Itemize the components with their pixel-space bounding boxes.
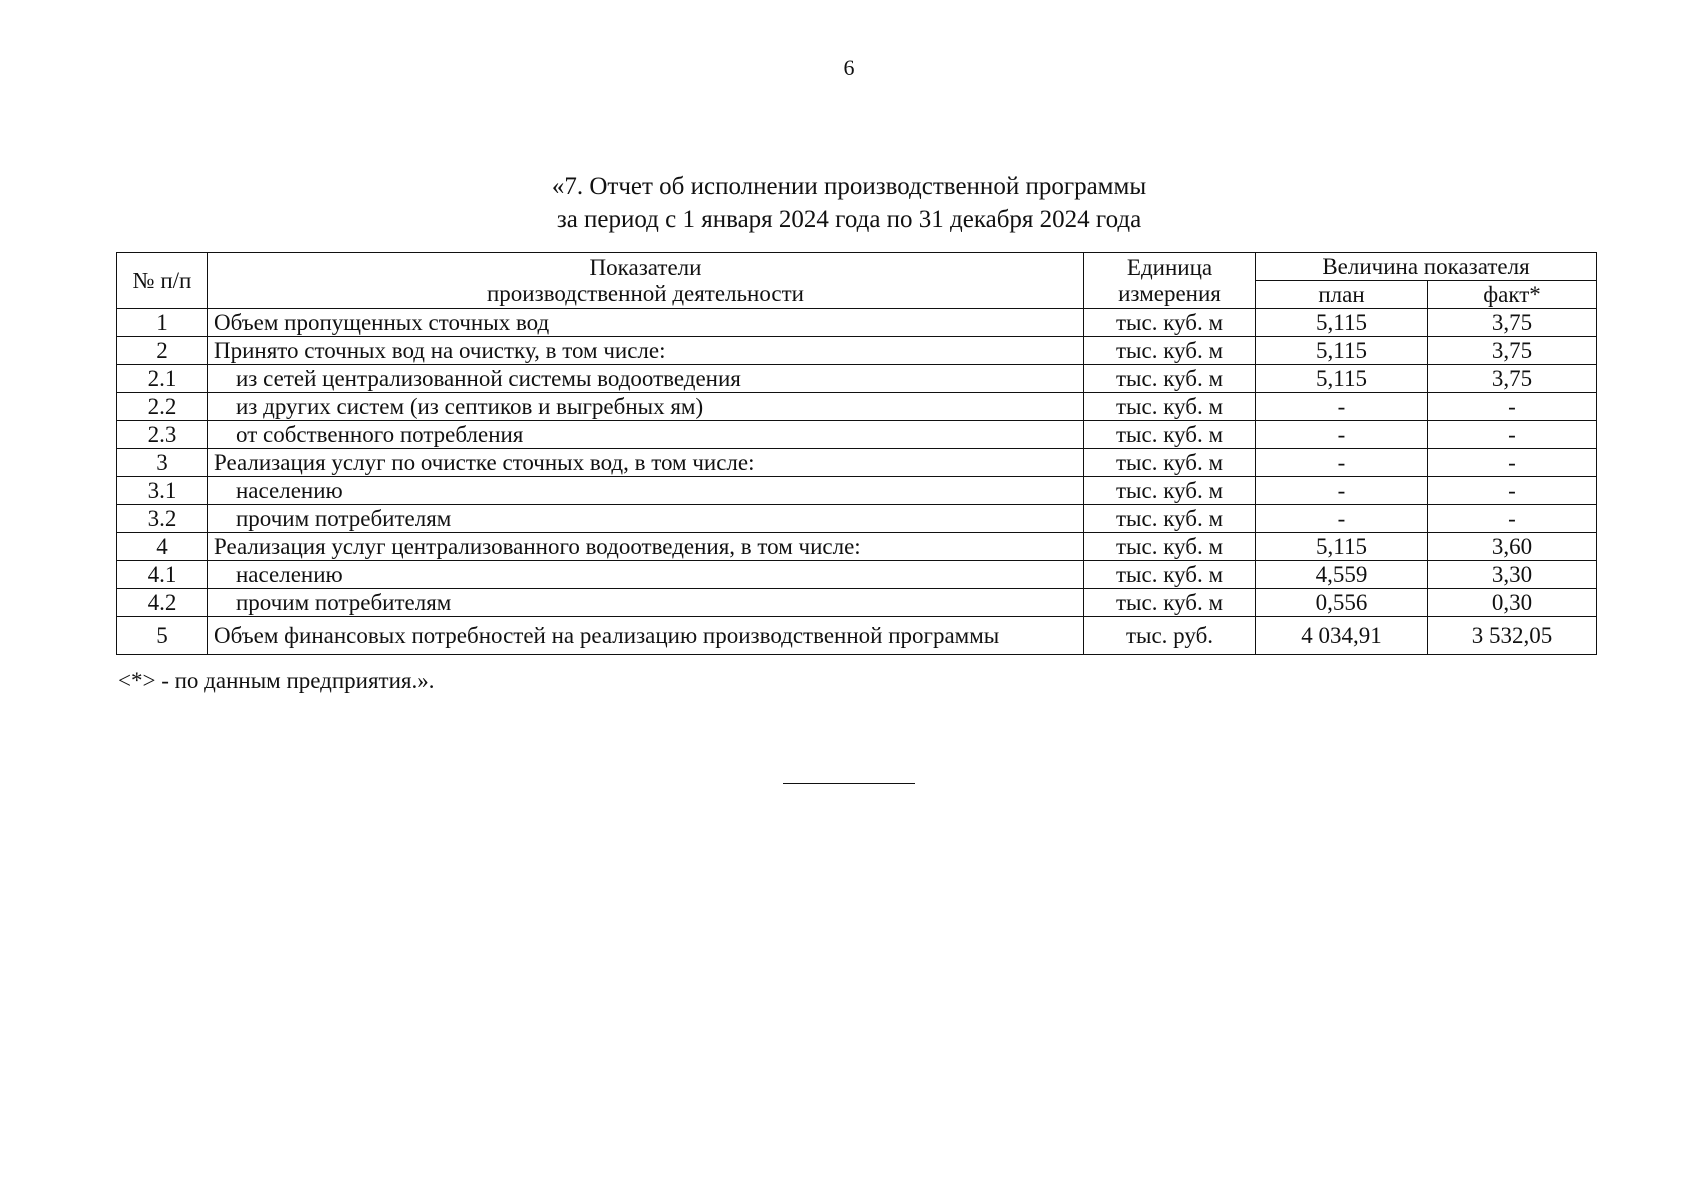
row-fact: 3 532,05	[1428, 617, 1597, 655]
row-fact: -	[1428, 449, 1597, 477]
row-unit: тыс. куб. м	[1084, 533, 1256, 561]
row-fact: 3,75	[1428, 337, 1597, 365]
header-indicator-line2: производственной деятельности	[487, 280, 804, 306]
row-unit: тыс. куб. м	[1084, 421, 1256, 449]
end-divider	[783, 783, 915, 784]
footnote: <*> - по данным предприятия.».	[118, 668, 435, 693]
row-unit: тыс. куб. м	[1084, 561, 1256, 589]
row-plan: 5,115	[1256, 337, 1428, 365]
row-plan: -	[1256, 421, 1428, 449]
table-row	[117, 533, 1597, 561]
table-row	[117, 589, 1597, 617]
title-line-2: за период с 1 января 2024 года по 31 декабря 2024 года	[556, 206, 1142, 233]
row-num: 3.1	[117, 477, 208, 505]
row-indicator: населению	[208, 561, 1084, 589]
row-fact: 3,75	[1428, 309, 1597, 337]
table-row	[117, 477, 1597, 505]
header-indicator	[208, 253, 1084, 309]
row-fact: 0,30	[1428, 589, 1597, 617]
title-line-1: «7. Отчет об исполнении производственной программы	[551, 173, 1147, 200]
row-indicator: прочим потребителям	[208, 505, 1084, 533]
document-title	[0, 170, 1698, 236]
table-row	[117, 421, 1597, 449]
table-row	[117, 505, 1597, 533]
row-fact: -	[1428, 477, 1597, 505]
row-num: 3.2	[117, 505, 208, 533]
row-indicator: населению	[208, 477, 1084, 505]
row-plan: -	[1256, 477, 1428, 505]
row-unit: тыс. куб. м	[1084, 449, 1256, 477]
row-num: 3	[117, 449, 208, 477]
row-indicator: Принято сточных вод на очистку, в том числе:	[208, 337, 1084, 365]
row-plan: -	[1256, 505, 1428, 533]
row-indicator: Объем финансовых потребностей на реализацию производственной программы	[208, 617, 1084, 655]
row-plan: 0,556	[1256, 589, 1428, 617]
row-plan: 5,115	[1256, 309, 1428, 337]
row-fact: 3,30	[1428, 561, 1597, 589]
row-num: 4.2	[117, 589, 208, 617]
page-number: 6	[843, 55, 855, 80]
header-unit-line2: измерения	[1118, 280, 1221, 306]
row-unit: тыс. куб. м	[1084, 393, 1256, 421]
row-unit: тыс. куб. м	[1084, 589, 1256, 617]
table-row	[117, 337, 1597, 365]
row-plan: 5,115	[1256, 365, 1428, 393]
row-fact: -	[1428, 505, 1597, 533]
row-num: 4	[117, 533, 208, 561]
header-fact: факт*	[1428, 281, 1597, 309]
row-unit: тыс. куб. м	[1084, 477, 1256, 505]
row-num: 2.2	[117, 393, 208, 421]
row-indicator: из других систем (из септиков и выгребных ям)	[208, 393, 1084, 421]
row-num: 2	[117, 337, 208, 365]
row-plan: 4 034,91	[1256, 617, 1428, 655]
row-unit: тыс. куб. м	[1084, 505, 1256, 533]
row-plan: -	[1256, 449, 1428, 477]
row-unit: тыс. куб. м	[1084, 309, 1256, 337]
header-indicator-line1: Показатели	[589, 254, 702, 280]
table-row	[117, 365, 1597, 393]
row-unit: тыс. куб. м	[1084, 365, 1256, 393]
row-indicator: от собственного потребления	[208, 421, 1084, 449]
table-row	[117, 393, 1597, 421]
row-fact: -	[1428, 421, 1597, 449]
header-unit-line1: Единица	[1126, 254, 1213, 280]
row-fact: 3,75	[1428, 365, 1597, 393]
row-indicator: из сетей централизованной системы водоотведения	[208, 365, 1084, 393]
row-num: 5	[117, 617, 208, 655]
report-table	[116, 252, 1597, 655]
table-row	[117, 309, 1597, 337]
row-fact: -	[1428, 393, 1597, 421]
header-num: № п/п	[117, 253, 208, 309]
row-unit: тыс. руб.	[1084, 617, 1256, 655]
row-indicator: Объем пропущенных сточных вод	[208, 309, 1084, 337]
row-indicator: Реализация услуг по очистке сточных вод, в том числе:	[208, 449, 1084, 477]
row-plan: -	[1256, 393, 1428, 421]
table-row	[117, 449, 1597, 477]
report-table-body	[117, 309, 1597, 655]
row-num: 2.1	[117, 365, 208, 393]
header-plan: план	[1256, 281, 1428, 309]
row-indicator: прочим потребителям	[208, 589, 1084, 617]
row-fact: 3,60	[1428, 533, 1597, 561]
table-row	[117, 617, 1597, 655]
row-num: 2.3	[117, 421, 208, 449]
row-plan: 4,559	[1256, 561, 1428, 589]
row-num: 4.1	[117, 561, 208, 589]
row-num: 1	[117, 309, 208, 337]
report-table-header	[117, 253, 1597, 309]
table-row	[117, 561, 1597, 589]
row-plan: 5,115	[1256, 533, 1428, 561]
row-indicator: Реализация услуг централизованного водоотведения, в том числе:	[208, 533, 1084, 561]
row-unit: тыс. куб. м	[1084, 337, 1256, 365]
header-value-group: Величина показателя	[1256, 253, 1597, 281]
header-unit	[1084, 253, 1256, 309]
